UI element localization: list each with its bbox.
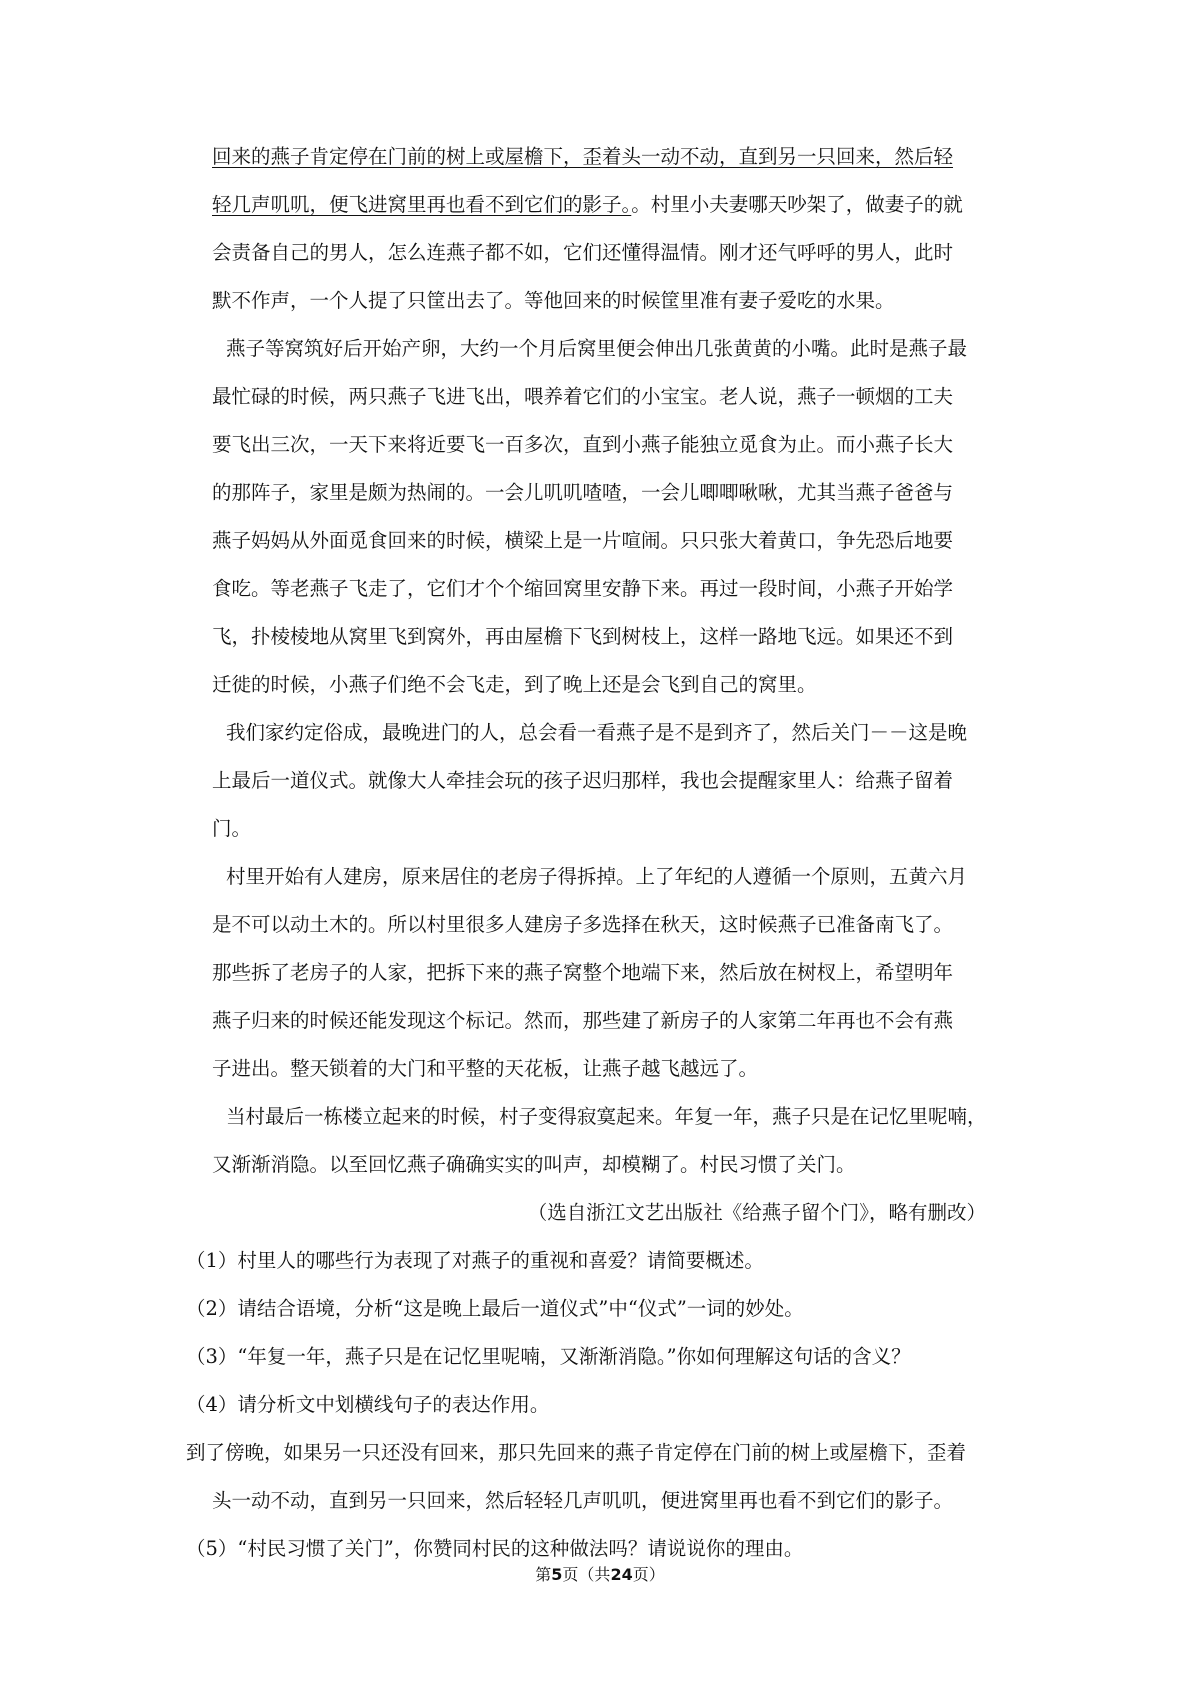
footer-prefix: 第 (535, 1565, 552, 1584)
passage-line: 默不作声，一个人提了只筐出去了。等他回来的时候筐里准有妻子爱吃的水果。 (212, 289, 895, 312)
passage-line: 燕子妈妈从外面觅食回来的时候，横梁上是一片喧闹。只只张大着黄口，争先恐后地要 (212, 529, 954, 552)
question-4: （4）请分析文中划横线句子的表达作用。 (186, 1393, 550, 1416)
passage-line: 是不可以动土木的。所以村里很多人建房子多选择在秋天，这时候燕子已准备南飞了。 (212, 913, 954, 936)
underlined-sentence: 轻几声叽叽，便飞进窝里再也看不到它们的影子。 (212, 193, 632, 216)
question-1: （1）村里人的哪些行为表现了对燕子的重视和喜爱？请简要概述。 (186, 1249, 764, 1272)
passage-line: 上最后一道仪式。就像大人牵挂会玩的孩子迟归那样，我也会提醒家里人：给燕子留着 (212, 769, 954, 792)
passage-line: 村里开始有人建房，原来居住的老房子得拆掉。上了年纪的人遵循一个原则，五黄六月 (226, 865, 968, 888)
passage-line: 又渐渐消隐。以至回忆燕子确确实实的叫声，却模糊了。村民习惯了关门。 (212, 1153, 856, 1176)
source-citation: （选自浙江文艺出版社《给燕子留个门》，略有删改） (527, 1201, 986, 1224)
passage-line (212, 190, 963, 220)
footer-middle: 页（共 (562, 1565, 611, 1584)
passage-line: 食吃。等老燕子飞走了，它们才个个缩回窝里安静下来。再过一段时间，小燕子开始学 (212, 577, 954, 600)
passage-line: 要飞出三次，一天下来将近要飞一百多次，直到小燕子能独立觅食为止。而小燕子长大 (212, 433, 954, 456)
passage-text: 。村里小夫妻哪天吵架了，做妻子的就 (631, 193, 963, 216)
passage-line: 飞，扑棱棱地从窝里飞到窝外，再由屋檐下飞到树枝上，这样一路地飞远。如果还不到 (212, 625, 954, 648)
passage-line: 燕子归来的时候还能发现这个标记。然而，那些建了新房子的人家第二年再也不会有燕 (212, 1009, 954, 1032)
passage-line: 当村最后一栋楼立起来的时候，村子变得寂寞起来。年复一年，燕子只是在记忆里呢喃， (226, 1105, 987, 1128)
footer-suffix: 页） (632, 1565, 665, 1584)
question-5: （5）“村民习惯了关门”，你赞同村民的这种做法吗？请说说你的理由。 (186, 1537, 804, 1560)
passage-line: 最忙碌的时候，两只燕子飞进飞出，喂养着它们的小宝宝。老人说，燕子一顿烟的工夫 (212, 385, 954, 408)
question-4-quote: 头一动不动，直到另一只回来，然后轻轻几声叽叽，便进窝里再也看不到它们的影子。 (212, 1489, 954, 1512)
passage-line: 那些拆了老房子的人家，把拆下来的燕子窝整个地端下来，然后放在树杈上，希望明年 (212, 961, 954, 984)
passage-line: 迁徙的时候，小燕子们绝不会飞走，到了晚上还是会飞到自己的窝里。 (212, 673, 817, 696)
passage-line: 子进出。整天锁着的大门和平整的天花板，让燕子越飞越远了。 (212, 1057, 759, 1080)
passage-line: 燕子等窝筑好后开始产卵，大约一个月后窝里便会伸出几张黄黄的小嘴。此时是燕子最 (226, 337, 968, 360)
question-4-quote: 到了傍晚，如果另一只还没有回来，那只先回来的燕子肯定停在门前的树上或屋檐下，歪着 (186, 1441, 967, 1464)
footer-page-number: 5 (551, 1565, 563, 1584)
question-3: （3）“年复一年，燕子只是在记忆里呢喃，又渐渐消隐。”你如何理解这句话的含义？ (186, 1345, 911, 1368)
passage-line: 门。 (212, 817, 252, 840)
passage-line: 我们家约定俗成，最晚进门的人，总会看一看燕子是不是到齐了，然后关门－－这是晚 (226, 721, 968, 744)
passage-line: 会责备自己的男人，怎么连燕子都不如，它们还懂得温情。刚才还气呼呼的男人，此时 (212, 241, 954, 264)
footer-total-pages: 24 (610, 1565, 633, 1584)
question-2: （2）请结合语境，分析“这是晚上最后一道仪式”中“仪式”一词的妙处。 (186, 1297, 804, 1320)
passage-line: 回来的燕子肯定停在门前的树上或屋檐下，歪着头一动不动，直到另一只回来，然后轻 (212, 145, 954, 168)
passage-line: 的那阵子，家里是颇为热闹的。一会儿叽叽喳喳，一会儿唧唧啾啾，尤其当燕子爸爸与 (212, 481, 954, 504)
page-footer (0, 1564, 1200, 1586)
